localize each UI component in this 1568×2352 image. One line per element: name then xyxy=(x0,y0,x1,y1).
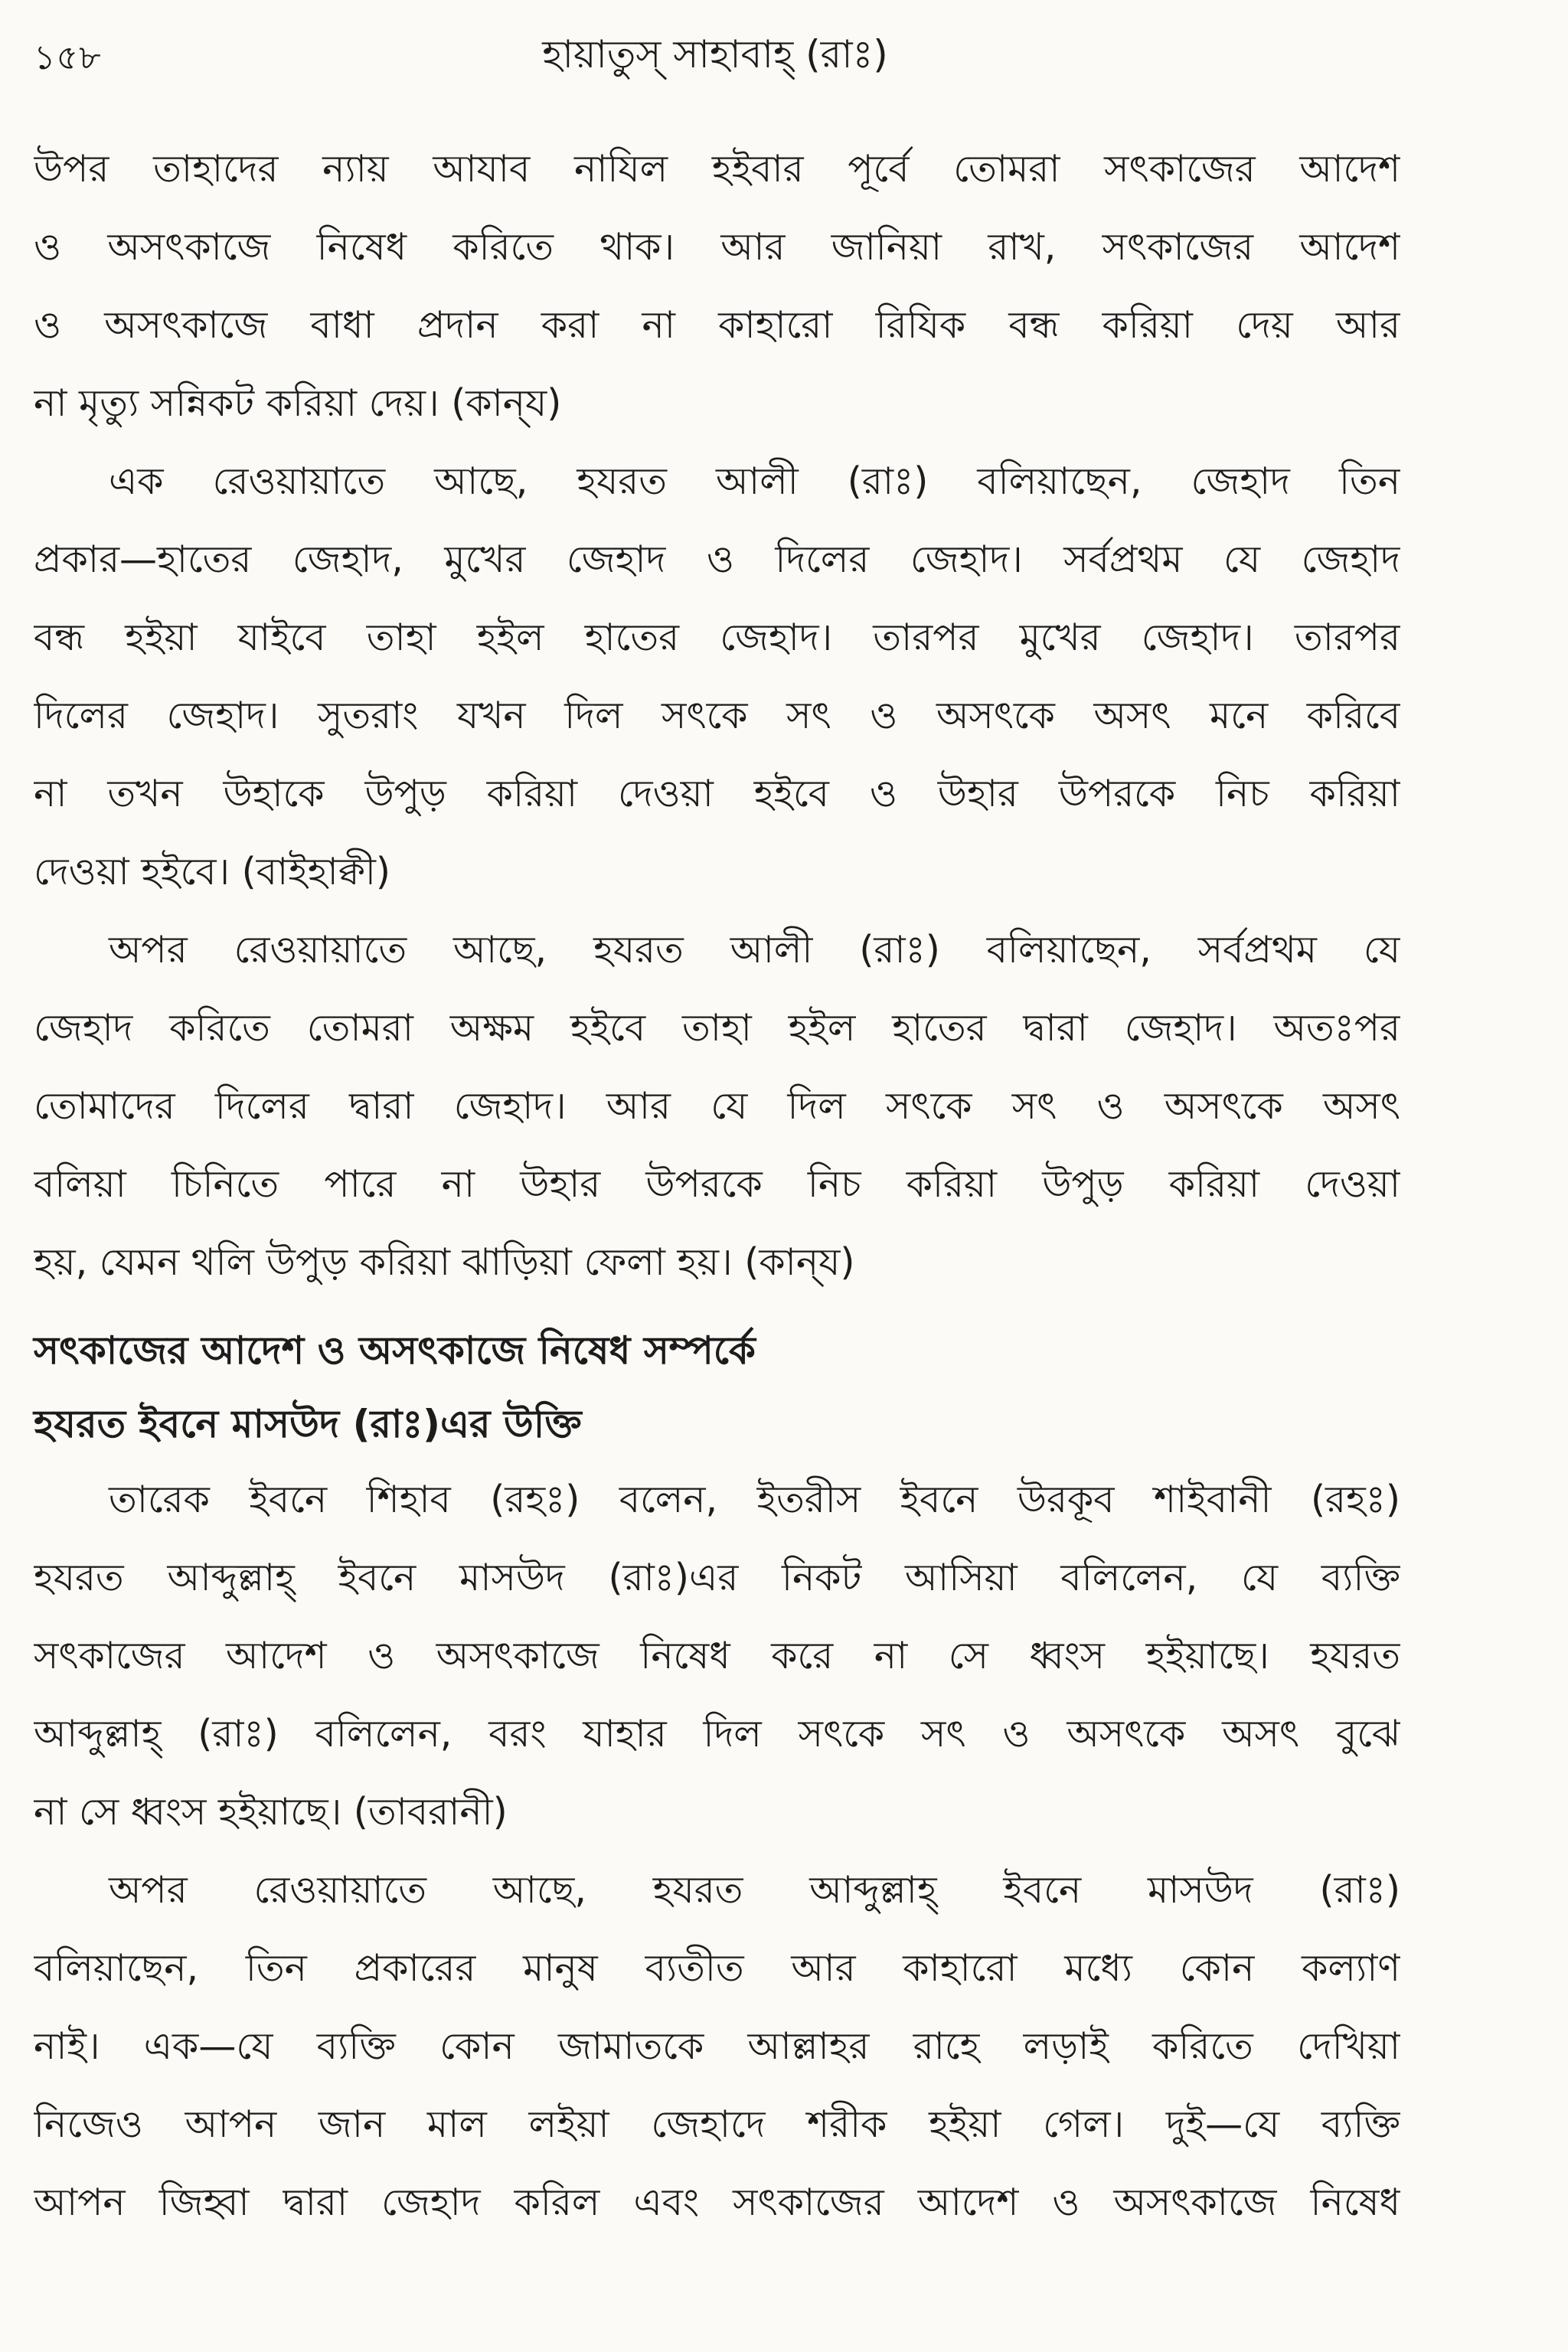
text-line: এক রেওয়ায়াতে আছে, হযরত আলী (রাঃ) বলিয়াছেন, জেহাদ তিন xyxy=(109,459,1400,503)
text-line: নাই। এক—যে ব্যক্তি কোন জামাতকে আল্লাহর রাহে লড়াই করিতে দেখিয়া xyxy=(34,2024,1400,2068)
text-line: দেওয়া হইবে। (বাইহাক্বী) xyxy=(34,850,390,893)
text-line: নিজেও আপন জান মাল লইয়া জেহাদে শরীক হইয়া গেল। দুই—যে ব্যক্তি xyxy=(34,2102,1400,2146)
section-subheading: হযরত ইবনে মাসউদ (রাঃ)এর উক্তি xyxy=(34,1402,582,1446)
text-line: অপর রেওয়ায়াতে আছে, হযরত আব্দুল্লাহ্ ইবনে মাসউদ (রাঃ) xyxy=(109,1868,1400,1912)
page-header xyxy=(34,26,1396,95)
text-line: আপন জিহ্বা দ্বারা জেহাদ করিল এবং সৎকাজের আদেশ ও অসৎকাজে নিষেধ xyxy=(34,2180,1400,2224)
text-line: উপর তাহাদের ন্যায় আযাব নাযিল হইবার পূর্বে তোমরা সৎকাজের আদেশ xyxy=(34,147,1400,191)
text-line: হয়, যেমন থলি উপুড় করিয়া ঝাড়িয়া ফেলা হয়। (কান্‌য) xyxy=(34,1240,855,1284)
text-line: সৎকাজের আদেশ ও অসৎকাজে নিষেধ করে না সে ধ্বংস হইয়াছে। হযরত xyxy=(34,1634,1400,1677)
text-line: ও অসৎকাজে নিষেধ করিতে থাক। আর জানিয়া রাখ, সৎকাজের আদেশ xyxy=(34,225,1400,269)
text-line: অপর রেওয়ায়াতে আছে, হযরত আলী (রাঃ) বলিয়াছেন, সর্বপ্রথম যে xyxy=(109,928,1400,972)
text-line: দিলের জেহাদ। সুতরাং যখন দিল সৎকে সৎ ও অসৎকে অসৎ মনে করিবে xyxy=(34,694,1400,737)
text-line: না তখন উহাকে উপুড় করিয়া দেওয়া হইবে ও উহার উপরকে নিচ করিয়া xyxy=(34,772,1400,815)
section-heading: সৎকাজের আদেশ ও অসৎকাজে নিষেধ সম্পর্কে xyxy=(34,1328,756,1373)
text-line: তোমাদের দিলের দ্বারা জেহাদ। আর যে দিল সৎকে সৎ ও অসৎকে অসৎ xyxy=(34,1084,1400,1128)
text-line: না মৃত্যু সন্নিকট করিয়া দেয়। (কান্‌য) xyxy=(34,381,562,425)
text-line: বন্ধ হইয়া যাইবে তাহা হইল হাতের জেহাদ। তারপর মুখের জেহাদ। তারপর xyxy=(34,616,1400,659)
text-line: বলিয়াছেন, তিন প্রকারের মানুষ ব্যতীত আর কাহারো মধ্যে কোন কল্যাণ xyxy=(34,1946,1400,1990)
section-1-body xyxy=(34,130,1400,1302)
running-title: হায়াতুস্ সাহাবাহ্ (রাঃ) xyxy=(542,32,888,77)
text-line: ও অসৎকাজে বাধা প্রদান করা না কাহারো রিযিক বন্ধ করিয়া দেয় আর xyxy=(34,303,1400,347)
text-line: হযরত আব্দুল্লাহ্ ইবনে মাসউদ (রাঃ)এর নিকট আসিয়া বলিলেন, যে ব্যক্তি xyxy=(34,1556,1400,1599)
text-line: প্রকার—হাতের জেহাদ, মুখের জেহাদ ও দিলের জেহাদ। সর্বপ্রথম যে জেহাদ xyxy=(34,537,1400,581)
text-line: তারেক ইবনে শিহাব (রহঃ) বলেন, ইতরীস ইবনে উরকূব শাইবানী (রহঃ) xyxy=(109,1478,1400,1521)
text-line: আব্দুল্লাহ্ (রাঃ) বলিলেন, বরং যাহার দিল সৎকে সৎ ও অসৎকে অসৎ বুঝে xyxy=(34,1712,1400,1756)
section-2-body xyxy=(34,1314,1400,2242)
text-line: না সে ধ্বংস হইয়াছে। (তাবরানী) xyxy=(34,1790,508,1834)
text-line: বলিয়া চিনিতে পারে না উহার উপরকে নিচ করিয়া উপুড় করিয়া দেওয়া xyxy=(34,1162,1400,1206)
page-number: ১৫৮ xyxy=(34,38,102,77)
text-line: জেহাদ করিতে তোমরা অক্ষম হইবে তাহা হইল হাতের দ্বারা জেহাদ। অতঃপর xyxy=(34,1006,1400,1050)
